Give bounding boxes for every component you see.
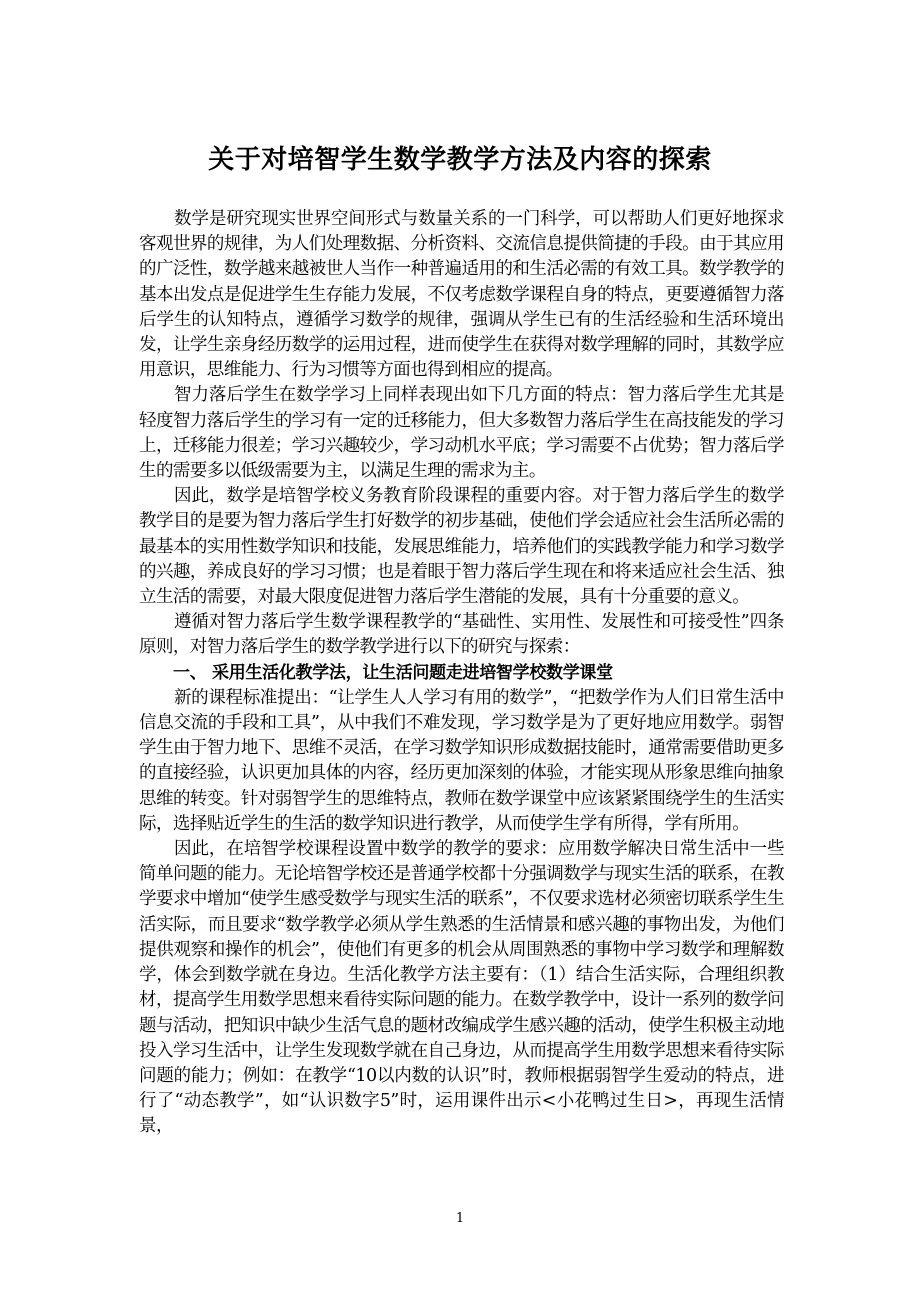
paragraph-life-teaching: 因此，在培智学校课程设置中数学的教学的要求：应用数学解决日常生活中一些简单问题的能力。无论培智学校还是普通学校都十分强调数学与现实生活的联系，在教学要求中增加“使学生感受数学与现实生活的联系”，不仅要求选材必须密切联系学生生活实际，而且要求“数学教学必须从学生熟悉的生活情景和感兴趣的事物出发，为他们提供观察和操作的机会”，使他们有更多的机会从周围熟悉的事物中学习数学和理解数学，体会到数学就在身边。生活化教学方法主要有：（1）结合生活实际，合理组织教材，提高学生用数学思想来看待实际问题的能力。在数学教学中，设计一系列的数学问题与活动，把知识中缺少生活气息的题材改编成学生感兴趣的活动，使学生积极主动地投入学习生活中，让学生发现数学就在自己身边，从而提高学生用数学思想来看待实际问题的能力；例如：在教学“10以内数的认识”时，教师根据弱智学生爱动的特点，进行了“动态教学”，如“认识数字5”时，运用课件出示<小花鸭过生日>，再现生活情景， [139,839,784,1137]
paragraph-intro: 数学是研究现实世界空间形式与数量关系的一门科学，可以帮助人们更好地探求客观世界的规律，为人们处理数据、分析资料、交流信息提供简捷的手段。由于其应用的广泛性，数学越来越被世人当作一种普遍适用的和生活必需的有效工具。数学教学的基本出发点是促进学生生存能力发展，不仅考虑数学课程自身的特点，更要遵循智力落后学生的认知特点，遵循学习数学的规律，强调从学生已有的生活经验和生活环境出发，让学生亲身经历数学的运用过程，进而使学生在获得对数学理解的同时，其数学应用意识，思维能力、行为习惯等方面也得到相应的提高。 [139,209,784,381]
page-number: 1 [455,1211,465,1226]
paragraph-characteristics: 智力落后学生在数学学习上同样表现出如下几方面的特点：智力落后学生尤其是轻度智力落后学生的学习有一定的迁移能力，但大多数智力落后学生在高技能发的学习上，迁移能力很差；学习兴趣较少，学习动机水平底；学习需要不占优势；智力落后学生的需要多以低级需要为主，以满足生理的需求为主。 [139,385,784,482]
paragraph-curriculum-standard: 新的课程标准提出：“让学生人人学习有用的数学”，“把数学作为人们日常生活中信息交流的手段和工具”，从中我们不难发现，学习数学是为了更好地应用数学。弱智学生由于智力地下、思维不灵活，在学习数学知识形成数据技能时，通常需要借助更多的直接经验，认识更加具体的内容，经历更加深刻的体验，才能实现从形象思维向抽象思维的转变。针对弱智学生的思维特点，教师在数学课堂中应该紧紧围绕学生的生活实际，选择贴近学生的生活的数学知识进行教学，从而使学生学有所得，学有所用。 [139,687,784,834]
paragraph-principles: 遵循对智力落后学生数学课程教学的“基础性、实用性、发展性和可接受性”四条原则，对智力落后学生的数学教学进行以下的研究与探索： [139,612,784,658]
document-body [139,207,784,1140]
document-title: 关于对培智学生数学教学方法及内容的探索 [208,145,712,175]
paragraph-importance: 因此，数学是培智学校义务教育阶段课程的重要内容。对于智力落后学生的数学教学目的是要为智力落后学生打好数学的初步基础，使他们学会适应社会生活所必需的最基本的实用性数学知识和技能，发展思维能力，培养他们的实践教学能力和学习数学的兴趣，养成良好的学习习惯；也是着眼于智力落后学生现在和将来适应社会生活、独立生活的需要，对最大限度促进智力落后学生潜能的发展，具有十分重要的意义。 [139,486,784,608]
section-heading: 一、 采用生活化教学法，让生活问题走进培智学校数学课堂 [173,662,613,683]
